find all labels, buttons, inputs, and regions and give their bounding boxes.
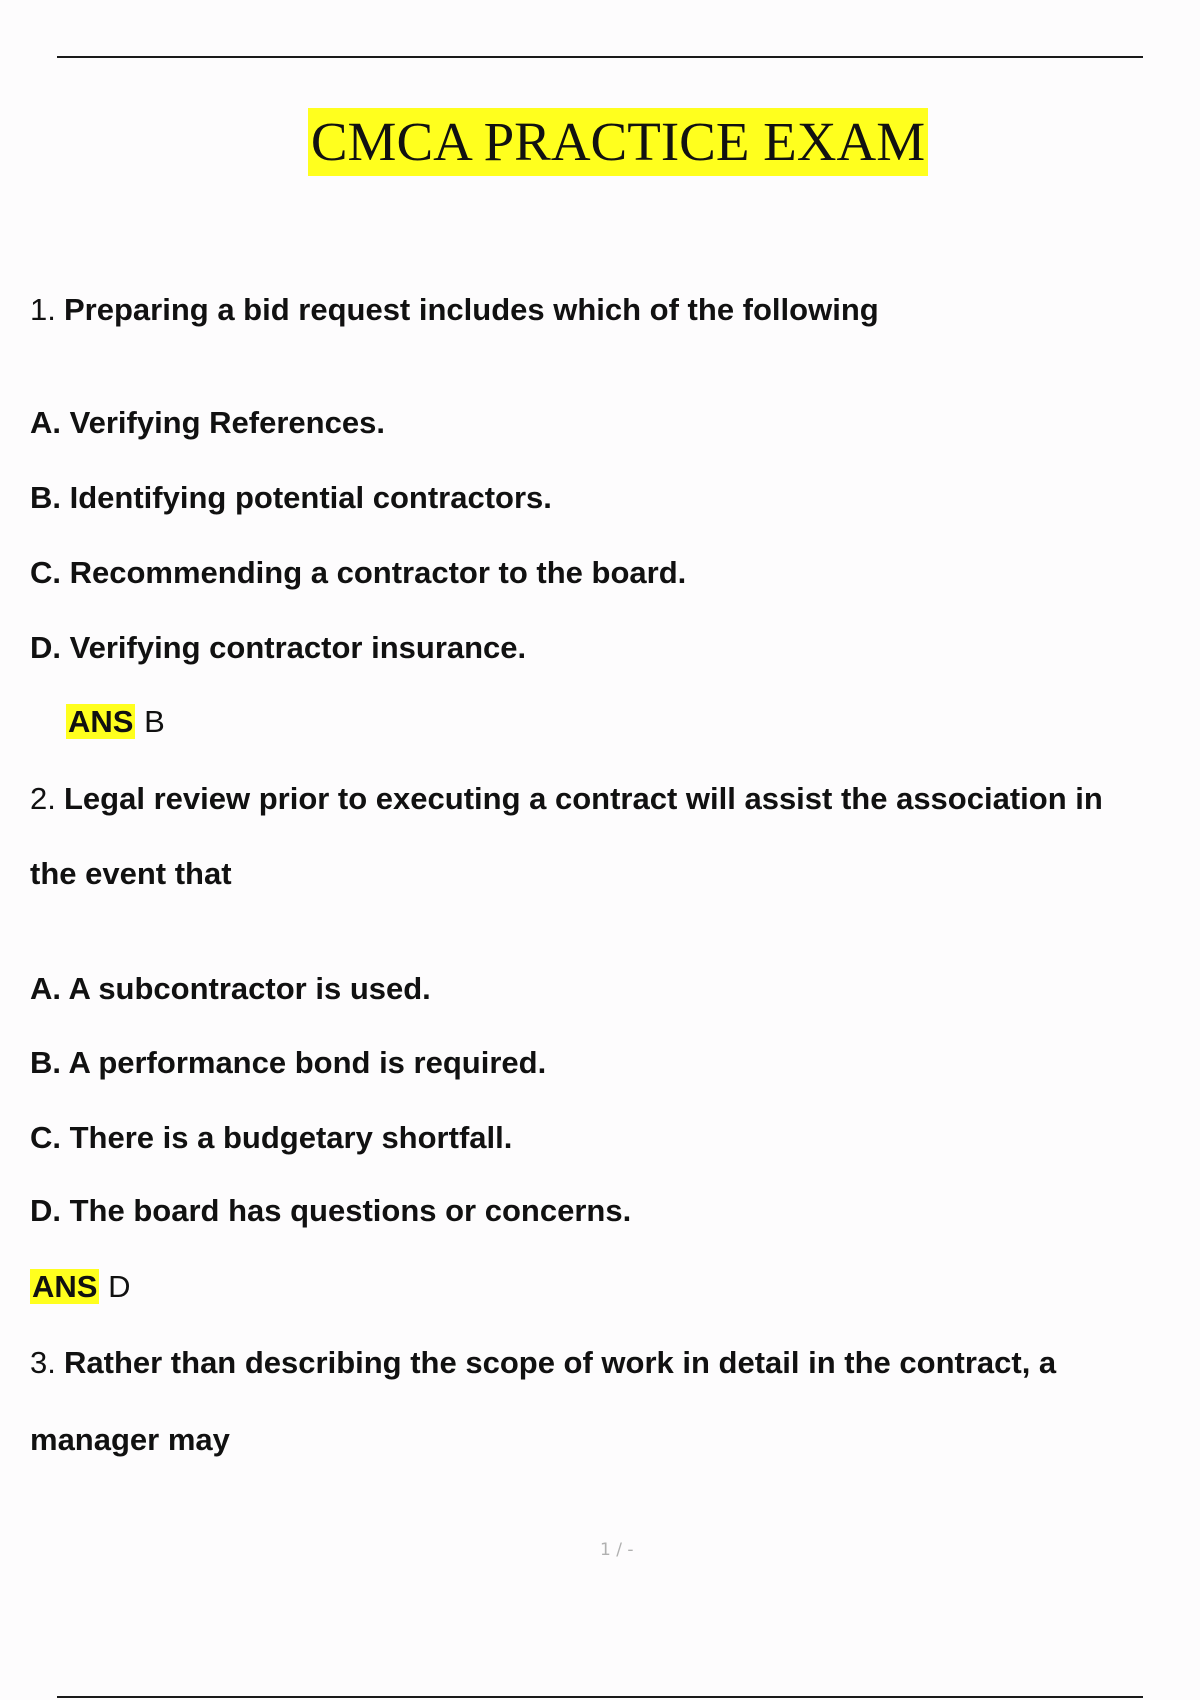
page-number: 1 / - xyxy=(600,1540,634,1560)
option-text: Verifying contractor insurance. xyxy=(69,630,527,665)
question-2-option-a xyxy=(30,969,431,1009)
question-1-option-a xyxy=(30,403,385,443)
option-text: The board has questions or concerns. xyxy=(69,1193,632,1228)
question-1-option-b xyxy=(30,478,552,518)
question-1-option-c xyxy=(30,553,686,593)
option-letter: A. xyxy=(30,971,61,1006)
question-3-continuation xyxy=(30,1420,230,1460)
question-3 xyxy=(30,1343,1056,1383)
option-text: Identifying potential contractors. xyxy=(69,480,552,515)
question-2-option-c xyxy=(30,1118,512,1158)
option-letter: C. xyxy=(30,1120,61,1155)
option-letter: B. xyxy=(30,1045,61,1080)
option-text: A performance bond is required. xyxy=(68,1045,547,1080)
question-1-answer xyxy=(66,702,165,742)
question-text-line-1: Legal review prior to executing a contract will assist the association in xyxy=(64,781,1103,816)
question-2-option-d xyxy=(30,1191,631,1231)
option-letter: D. xyxy=(30,1193,61,1228)
question-1 xyxy=(30,290,879,330)
question-number: 3. xyxy=(30,1345,56,1380)
page-title: CMCA PRACTICE EXAM xyxy=(308,108,928,176)
question-number: 2. xyxy=(30,781,56,816)
question-2-option-b xyxy=(30,1043,546,1083)
question-2 xyxy=(30,779,1103,819)
question-1-option-d xyxy=(30,628,526,668)
answer-label: ANS xyxy=(68,704,134,739)
option-text: Verifying References. xyxy=(69,405,385,440)
option-letter: C. xyxy=(30,555,61,590)
question-text-line-2: the event that xyxy=(30,856,232,891)
option-letter: A. xyxy=(30,405,61,440)
question-text-line-1: Rather than describing the scope of work in detail in the contract, a xyxy=(64,1345,1057,1380)
question-text: Preparing a bid request includes which of the following xyxy=(64,292,879,327)
answer-label: ANS xyxy=(32,1269,98,1304)
bottom-rule xyxy=(57,1696,1143,1698)
answer-value: D xyxy=(108,1269,131,1304)
answer-value: B xyxy=(144,704,165,739)
title-container xyxy=(0,108,1200,176)
question-number: 1. xyxy=(30,292,56,327)
question-text-line-2: manager may xyxy=(30,1422,230,1457)
question-2-continuation xyxy=(30,854,232,894)
option-text: A subcontractor is used. xyxy=(68,971,431,1006)
option-text: Recommending a contractor to the board. xyxy=(69,555,687,590)
option-text: There is a budgetary shortfall. xyxy=(69,1120,513,1155)
question-2-answer xyxy=(30,1267,130,1307)
option-letter: B. xyxy=(30,480,61,515)
top-rule xyxy=(57,56,1143,58)
option-letter: D. xyxy=(30,630,61,665)
